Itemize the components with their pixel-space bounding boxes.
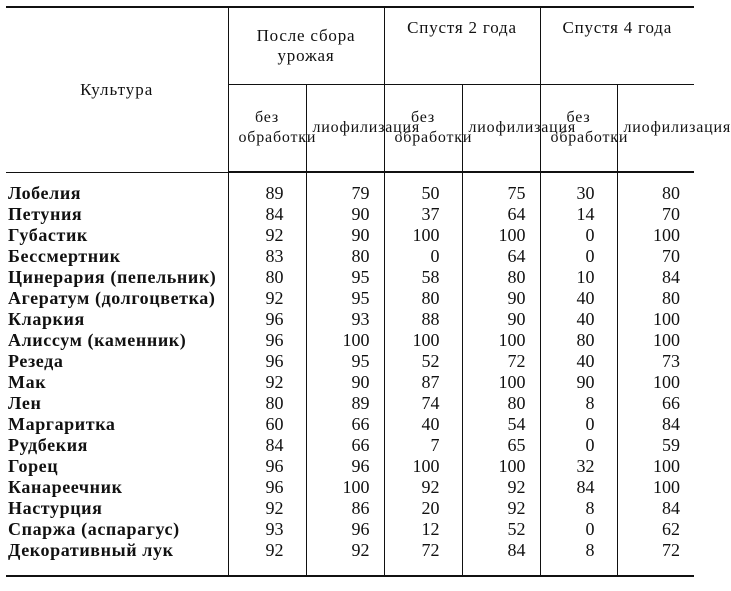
subheader-lyophilization: лиофилизация xyxy=(306,85,384,173)
value-cell: 89 xyxy=(228,172,306,204)
value-cell: 90 xyxy=(462,309,540,330)
value-cell: 12 xyxy=(384,519,462,540)
culture-name-cell: Кларкия xyxy=(8,309,85,329)
value-cell: 89 xyxy=(306,393,384,414)
value-cell: 59 xyxy=(617,435,694,456)
value-cell: 66 xyxy=(617,393,694,414)
subheader-untreated: без обработки xyxy=(540,85,617,173)
culture-name-cell: Канареечник xyxy=(8,477,123,497)
subheader-untreated: без обработки xyxy=(384,85,462,173)
value-cell: 92 xyxy=(228,288,306,309)
value-cell: 66 xyxy=(306,414,384,435)
value-cell: 84 xyxy=(228,435,306,456)
value-cell: 87 xyxy=(384,372,462,393)
value-cell: 70 xyxy=(617,204,694,225)
table-row xyxy=(6,540,694,576)
value-cell: 72 xyxy=(617,540,694,576)
table-row xyxy=(6,435,694,456)
culture-name-cell: Бессмертник xyxy=(8,246,121,266)
value-cell: 92 xyxy=(384,477,462,498)
value-cell: 90 xyxy=(306,225,384,246)
culture-name-cell: Петуния xyxy=(8,204,83,224)
value-cell: 100 xyxy=(462,372,540,393)
value-cell: 7 xyxy=(384,435,462,456)
value-cell: 72 xyxy=(384,540,462,576)
value-cell: 96 xyxy=(228,477,306,498)
culture-name-cell: Мак xyxy=(8,372,47,392)
value-cell: 84 xyxy=(617,414,694,435)
value-cell: 75 xyxy=(462,172,540,204)
value-cell: 8 xyxy=(540,498,617,519)
value-cell: 100 xyxy=(617,456,694,477)
value-cell: 52 xyxy=(384,351,462,372)
value-cell: 90 xyxy=(306,204,384,225)
table-row xyxy=(6,225,694,246)
table-row xyxy=(6,498,694,519)
value-cell: 100 xyxy=(617,330,694,351)
culture-name-cell: Агератум (долгоцветка) xyxy=(8,288,216,308)
value-cell: 92 xyxy=(462,498,540,519)
culture-name-cell: Рудбекия xyxy=(8,435,88,455)
value-cell: 100 xyxy=(384,330,462,351)
value-cell: 80 xyxy=(306,246,384,267)
value-cell: 0 xyxy=(540,225,617,246)
value-cell: 100 xyxy=(617,225,694,246)
value-cell: 92 xyxy=(228,372,306,393)
value-cell: 32 xyxy=(540,456,617,477)
value-cell: 100 xyxy=(462,225,540,246)
value-cell: 54 xyxy=(462,414,540,435)
table-row xyxy=(6,288,694,309)
value-cell: 80 xyxy=(228,393,306,414)
value-cell: 96 xyxy=(306,519,384,540)
table-row xyxy=(6,172,694,204)
table-row xyxy=(6,246,694,267)
table-row xyxy=(6,267,694,288)
value-cell: 80 xyxy=(617,172,694,204)
value-cell: 100 xyxy=(617,372,694,393)
value-cell: 96 xyxy=(228,456,306,477)
value-cell: 80 xyxy=(384,288,462,309)
value-cell: 40 xyxy=(384,414,462,435)
germination-table xyxy=(6,6,731,577)
value-cell: 14 xyxy=(540,204,617,225)
table-row xyxy=(6,372,694,393)
table-row xyxy=(6,456,694,477)
value-cell: 84 xyxy=(228,204,306,225)
group-header-after-harvest: После сбора урожая xyxy=(228,7,384,85)
value-cell: 65 xyxy=(462,435,540,456)
value-cell: 90 xyxy=(306,372,384,393)
value-cell: 8 xyxy=(540,540,617,576)
table-row xyxy=(6,351,694,372)
table-row xyxy=(6,477,694,498)
value-cell: 92 xyxy=(228,540,306,576)
value-cell: 95 xyxy=(306,267,384,288)
value-cell: 0 xyxy=(384,246,462,267)
table-body xyxy=(6,172,694,576)
value-cell: 96 xyxy=(228,330,306,351)
value-cell: 83 xyxy=(228,246,306,267)
value-cell: 10 xyxy=(540,267,617,288)
value-cell: 62 xyxy=(617,519,694,540)
value-cell: 30 xyxy=(540,172,617,204)
value-cell: 84 xyxy=(540,477,617,498)
value-cell: 84 xyxy=(617,267,694,288)
value-cell: 0 xyxy=(540,435,617,456)
value-cell: 100 xyxy=(306,477,384,498)
value-cell: 95 xyxy=(306,351,384,372)
value-cell: 90 xyxy=(540,372,617,393)
value-cell: 64 xyxy=(462,204,540,225)
value-cell: 0 xyxy=(540,519,617,540)
value-cell: 80 xyxy=(228,267,306,288)
value-cell: 100 xyxy=(462,456,540,477)
value-cell: 40 xyxy=(540,351,617,372)
value-cell: 20 xyxy=(384,498,462,519)
value-cell: 8 xyxy=(540,393,617,414)
value-cell: 100 xyxy=(384,456,462,477)
value-cell: 100 xyxy=(617,309,694,330)
value-cell: 80 xyxy=(462,393,540,414)
value-cell: 100 xyxy=(306,330,384,351)
group-header-after-4-years: Спустя 4 года xyxy=(540,7,694,85)
value-cell: 84 xyxy=(617,498,694,519)
value-cell: 84 xyxy=(462,540,540,576)
value-cell: 100 xyxy=(617,477,694,498)
culture-column-header: Культура xyxy=(6,7,228,172)
value-cell: 66 xyxy=(306,435,384,456)
value-cell: 50 xyxy=(384,172,462,204)
table-row xyxy=(6,204,694,225)
table-row xyxy=(6,414,694,435)
value-cell: 93 xyxy=(306,309,384,330)
group-header-after-2-years: Спустя 2 года xyxy=(384,7,540,85)
culture-name-cell: Алиссум (каменник) xyxy=(8,330,187,350)
value-cell: 96 xyxy=(228,351,306,372)
value-cell: 80 xyxy=(540,330,617,351)
value-cell: 73 xyxy=(617,351,694,372)
value-cell: 0 xyxy=(540,414,617,435)
value-cell: 52 xyxy=(462,519,540,540)
table-row xyxy=(6,519,694,540)
table-row xyxy=(6,393,694,414)
value-cell: 96 xyxy=(306,456,384,477)
value-cell: 92 xyxy=(306,540,384,576)
value-cell: 40 xyxy=(540,309,617,330)
culture-name-cell: Декоративный лук xyxy=(6,540,228,576)
value-cell: 40 xyxy=(540,288,617,309)
subheader-lyophilization: лиофилизация xyxy=(462,85,540,173)
value-cell: 72 xyxy=(462,351,540,372)
value-cell: 92 xyxy=(462,477,540,498)
culture-name-cell: Лобелия xyxy=(8,182,82,203)
table-row xyxy=(6,309,694,330)
value-cell: 58 xyxy=(384,267,462,288)
value-cell: 92 xyxy=(228,225,306,246)
value-cell: 74 xyxy=(384,393,462,414)
value-cell: 80 xyxy=(617,288,694,309)
value-cell: 96 xyxy=(228,309,306,330)
value-cell: 100 xyxy=(462,330,540,351)
value-cell: 100 xyxy=(384,225,462,246)
culture-name-cell: Маргаритка xyxy=(8,414,116,434)
value-cell: 95 xyxy=(306,288,384,309)
value-cell: 88 xyxy=(384,309,462,330)
value-cell: 0 xyxy=(540,246,617,267)
value-cell: 92 xyxy=(228,498,306,519)
value-cell: 90 xyxy=(462,288,540,309)
culture-name-cell: Цинерария (пепельник) xyxy=(8,267,217,287)
value-cell: 64 xyxy=(462,246,540,267)
culture-name-cell: Настурция xyxy=(8,498,103,518)
culture-name-cell: Спаржа (аспарагус) xyxy=(8,519,180,539)
table-row xyxy=(6,330,694,351)
value-cell: 86 xyxy=(306,498,384,519)
culture-name-cell: Лен xyxy=(8,393,42,413)
value-cell: 60 xyxy=(228,414,306,435)
subheader-lyophilization: лиофилизация xyxy=(617,85,694,173)
culture-name-cell: Горец xyxy=(8,456,59,476)
value-cell: 37 xyxy=(384,204,462,225)
value-cell: 80 xyxy=(462,267,540,288)
culture-name-cell: Губастик xyxy=(8,225,88,245)
culture-name-cell: Резеда xyxy=(8,351,64,371)
value-cell: 70 xyxy=(617,246,694,267)
subheader-untreated: без обработки xyxy=(228,85,306,173)
value-cell: 79 xyxy=(306,172,384,204)
value-cell: 93 xyxy=(228,519,306,540)
